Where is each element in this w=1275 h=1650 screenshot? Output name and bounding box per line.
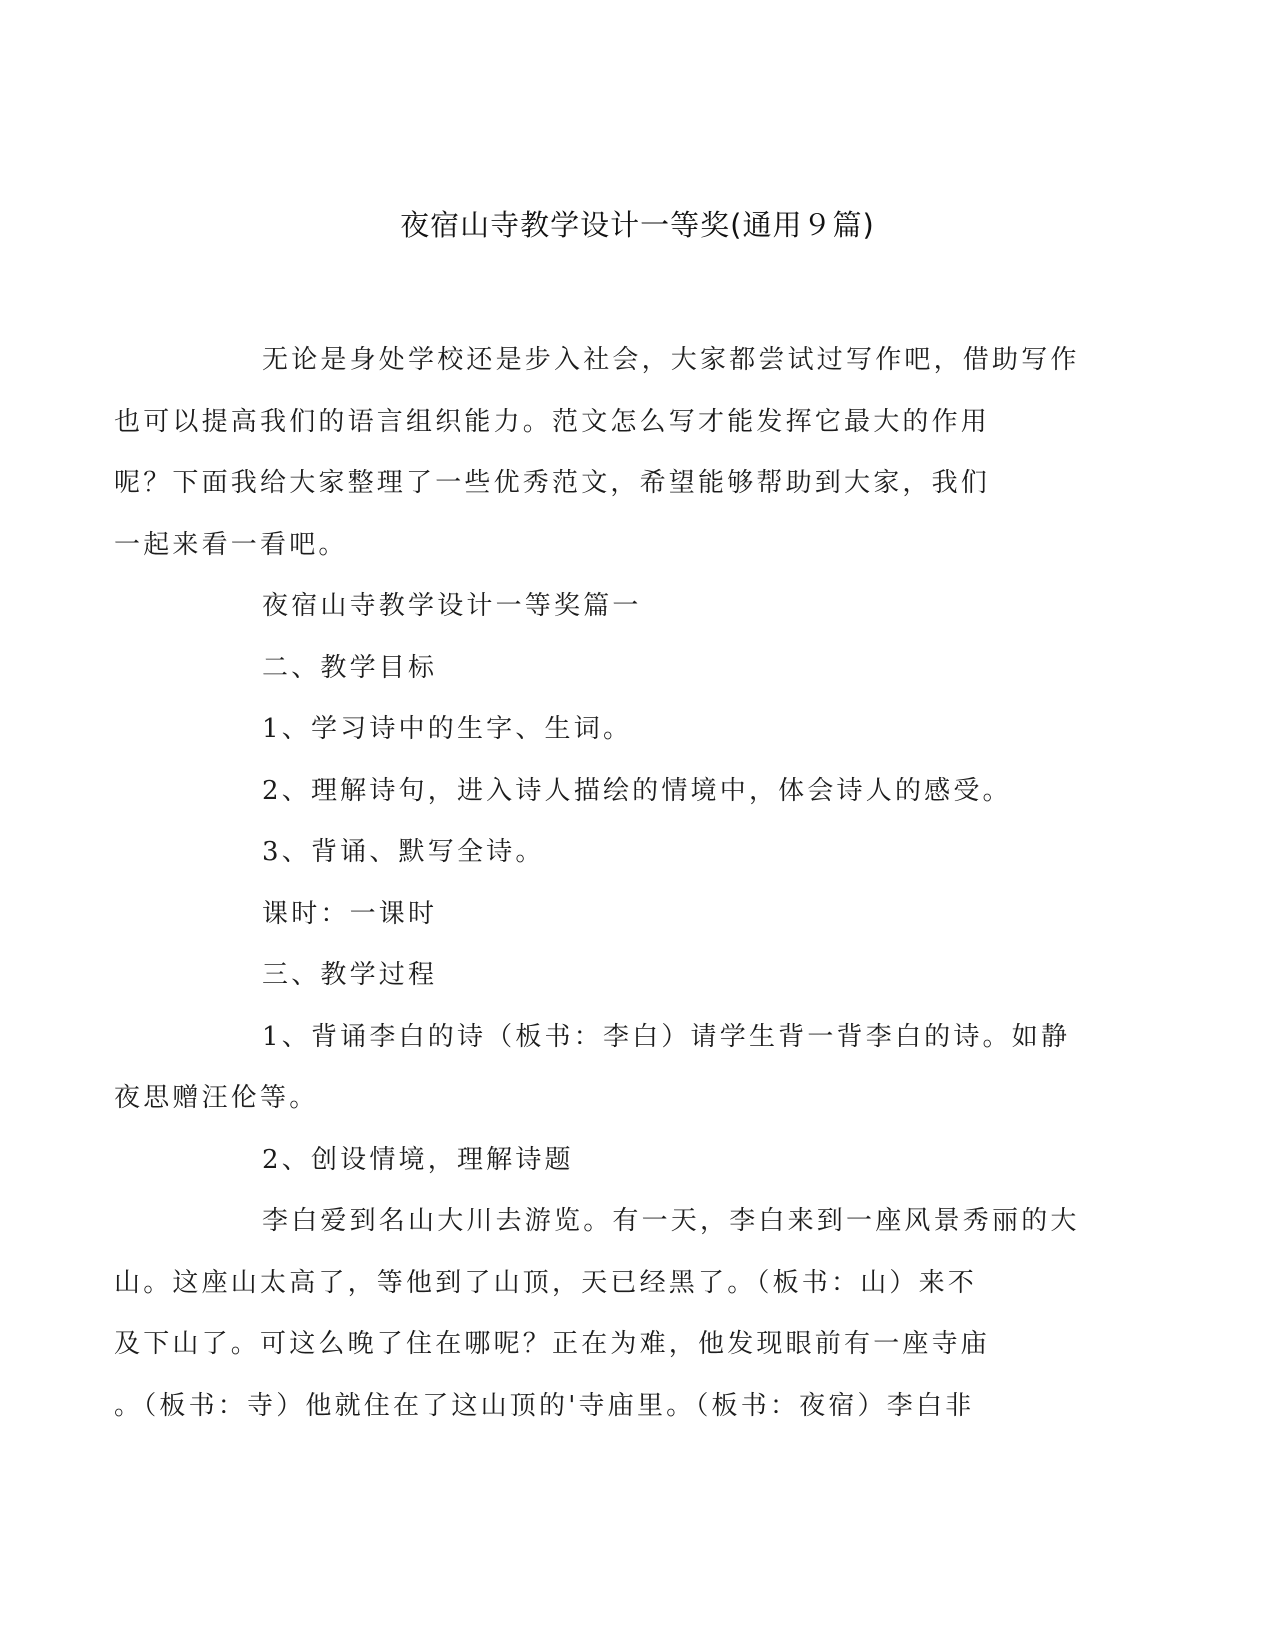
text-line: 一起来看一看吧。 bbox=[114, 529, 348, 560]
list-item bbox=[114, 1007, 1088, 1130]
list-item bbox=[188, 822, 1088, 884]
text-line: 。（板书：寺）他就住在了这山顶的'寺庙里。（板书：夜宿）李白非 bbox=[114, 1390, 975, 1421]
text-line: 2、创设情境，理解诗题 bbox=[262, 1144, 574, 1175]
text-line: 1、背诵李白的诗（板书：李白）请学生背一背李白的诗。如静 bbox=[262, 1021, 1071, 1052]
text-line: 1、学习诗中的生字、生词。 bbox=[262, 714, 633, 744]
text-line: 无论是身处学校还是步入社会，大家都尝试过写作吧，借助写作 bbox=[262, 345, 1080, 375]
list-item bbox=[188, 699, 1088, 761]
text-line: 山。这座山太高了，等他到了山顶，天已经黑了。（板书：山）来不 bbox=[114, 1267, 978, 1298]
paragraph-intro bbox=[114, 330, 1088, 576]
text-line: 李白爱到名山大川去游览。有一天，李白来到一座风景秀丽的大 bbox=[262, 1206, 1080, 1236]
section-heading bbox=[188, 638, 1088, 700]
document-title: 夜宿山寺教学设计一等奖(通用９篇) bbox=[400, 208, 875, 242]
section-heading bbox=[188, 576, 1088, 638]
text-line: 夜思赠汪伦等。 bbox=[114, 1083, 319, 1113]
list-item bbox=[188, 761, 1088, 823]
text-line: 二、教学目标 bbox=[262, 652, 438, 683]
text-line: 2、理解诗句，进入诗人描绘的情境中，体会诗人的感受。 bbox=[262, 775, 1012, 806]
text-line: 及下山了。可这么晚了住在哪呢？正在为难，他发现眼前有一座寺庙 bbox=[114, 1329, 991, 1359]
text-line: 呢？下面我给大家整理了一些优秀范文，希望能够帮助到大家，我们 bbox=[114, 468, 991, 498]
document-body bbox=[114, 330, 1088, 1437]
list-item bbox=[188, 1130, 1088, 1192]
section-heading bbox=[188, 945, 1088, 1007]
paragraph bbox=[114, 1191, 1088, 1437]
text-line: 课时：一课时 bbox=[262, 898, 438, 929]
text-line: 也可以提高我们的语言组织能力。范文怎么写才能发挥它最大的作用 bbox=[114, 406, 991, 437]
paragraph bbox=[188, 884, 1088, 946]
text-line: 三、教学过程 bbox=[262, 960, 438, 990]
text-line: 夜宿山寺教学设计一等奖篇一 bbox=[262, 591, 642, 621]
text-line: 3、背诵、默写全诗。 bbox=[262, 837, 545, 867]
